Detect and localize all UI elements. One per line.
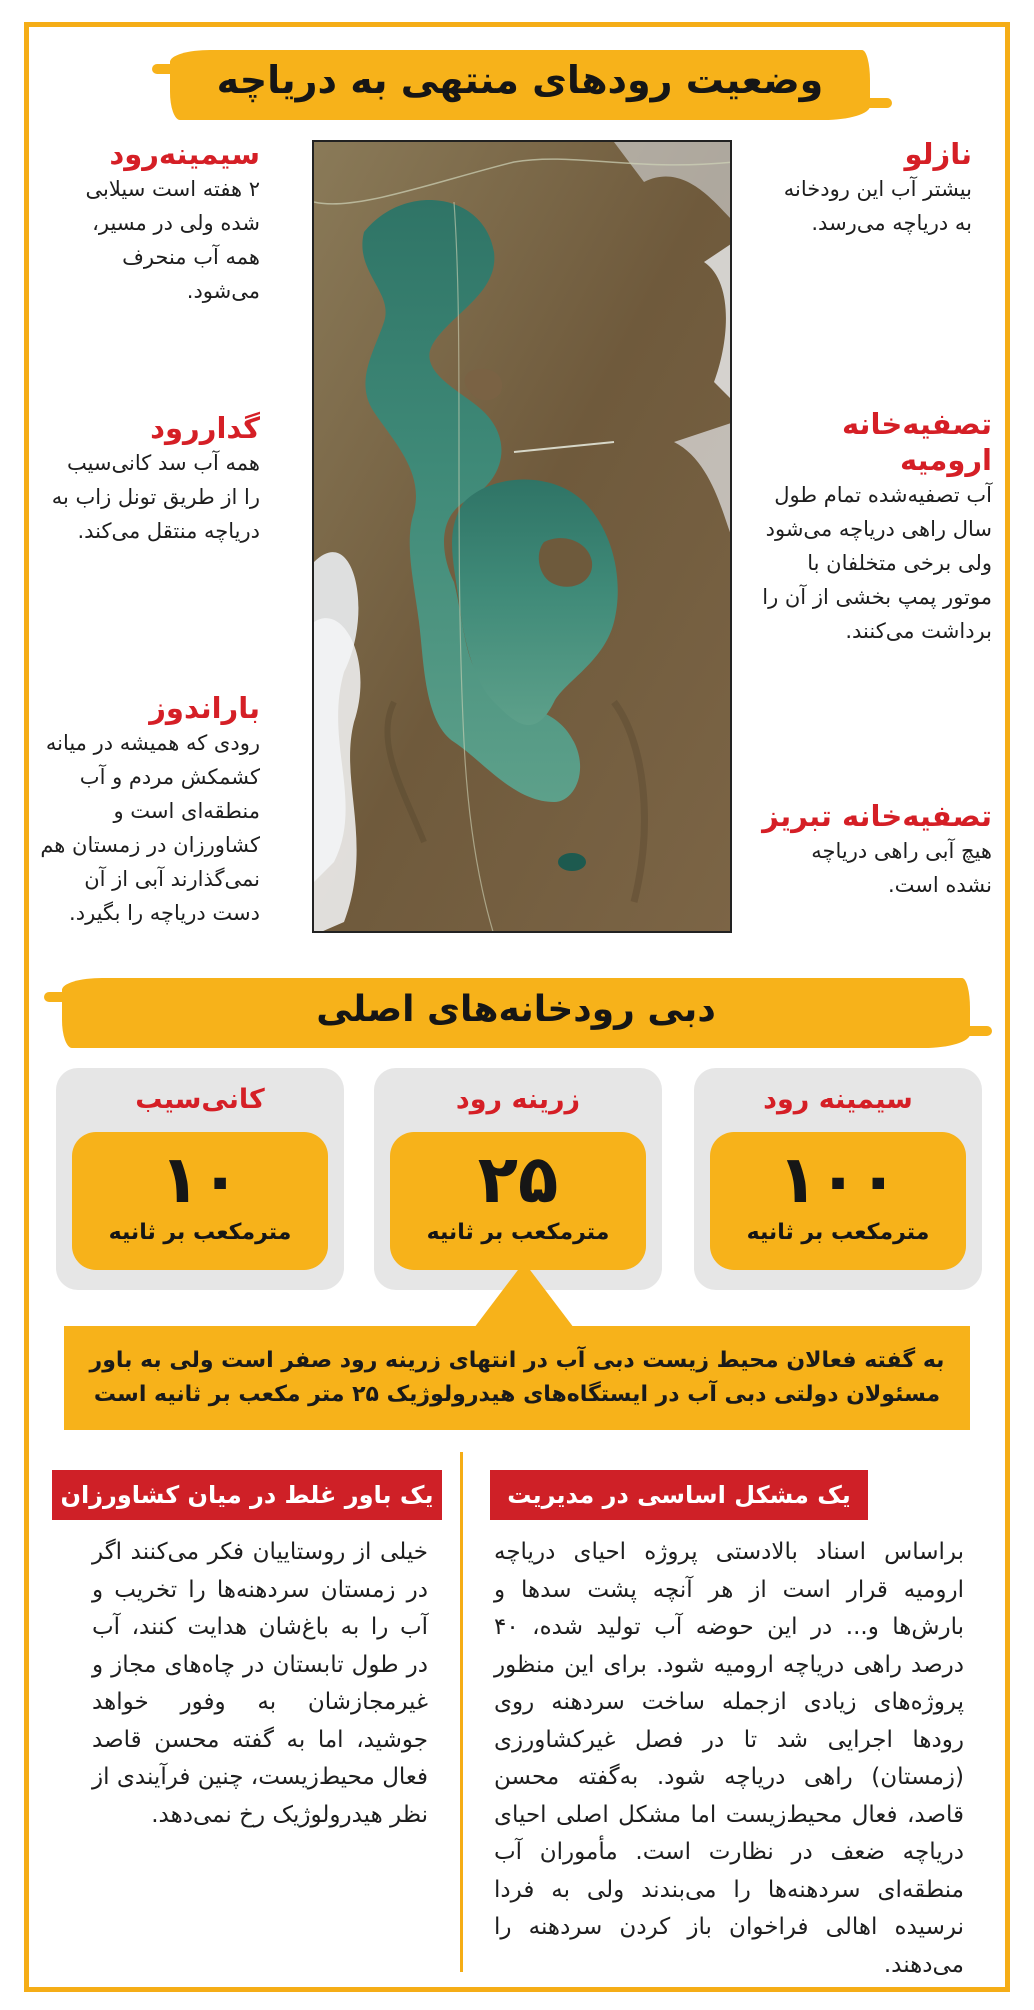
management-problem-text: براساس اسناد بالادستی پروژه احیای دریاچه ارومیه قرار است از هر آنچه پشت سدها و بارش‌ها و... در این حوضه آب تولید شده، ۴۰ درصد راهی دریاچه ارومیه شود. برای این منظور پروژه‌های زیادی ازجمله ساخت سردهنه روی رودها اجرایی شد تا در فصل غیرکشاورزی (زمستان) راهی دریاچه شود. به‌گفته محسن قاصد، فعال محیط‌زیست اما مشکل اصلی احیای دریاچه ضعف در نظارت است. مأموران آب منطقه‌ای سردهنه‌ها را می‌بندند ولی به فردا نرسیده اهالی فراخوان باز کردن سردهنه را می‌دهند. xyxy=(494,1539,964,1978)
note-title: نازلو xyxy=(904,137,972,171)
note-title: تصفیه‌خانه تبریز xyxy=(762,799,992,833)
note-text: آب تصفیه‌شده تمام طول سال راهی دریاچه می‌شود ولی برخی متخلفان با موتور پمپ بخشی از آن را برداشت می‌کنند. xyxy=(762,483,992,643)
note-gadarrud xyxy=(50,410,260,548)
discharge-card-kanisib xyxy=(56,1068,344,1290)
lake-urmia-satellite-image xyxy=(312,140,732,933)
discharge-card-siminehrud xyxy=(694,1068,982,1290)
callout-pointer xyxy=(474,1262,574,1328)
lake-map-svg xyxy=(314,142,732,933)
card-value: ۱۰ xyxy=(159,1141,241,1218)
note-text: ۲ هفته است سیلابی شده ولی در مسیر، همه آب منحرف می‌شود. xyxy=(85,177,260,303)
note-barandouz xyxy=(40,690,260,930)
note-text: هیچ آبی راهی دریاچه نشده است. xyxy=(811,839,992,897)
card-river-name: کانی‌سیب xyxy=(135,1084,265,1115)
farmers-belief-text: خیلی از روستاییان فکر می‌کنند اگر در زمستان سردهنه‌ها را تخریب و آب را به باغ‌شان هدایت کنند، آب در طول تابستان در چاه‌های مجاز و غیرمجازشان به وفور خواهد جوشید، اما به گفته محسن قاصد فعال محیط‌زیست، چنین فرآیندی از نظر هیدرولوژیک رخ نمی‌دهد. xyxy=(92,1539,428,1828)
note-urmia-treatment xyxy=(762,406,992,648)
column-divider xyxy=(460,1452,463,1972)
card-value-box xyxy=(390,1132,646,1270)
note-tabriz-treatment xyxy=(762,798,992,902)
card-river-name: زرینه رود xyxy=(455,1084,581,1115)
discharge-card-zarrinehrud xyxy=(374,1068,662,1290)
section-title-farmers-belief: یک باور غلط در میان کشاورزان xyxy=(52,1470,442,1520)
card-unit: مترمکعب بر ثانیه xyxy=(108,1220,292,1245)
card-unit: مترمکعب بر ثانیه xyxy=(426,1220,610,1245)
card-value: ۱۰۰ xyxy=(777,1141,899,1218)
callout-note: به گفته فعالان محیط زیست دبی آب در انتهای زرینه رود صفر است ولی به باور مسئولان دولتی دبی آب در ایستگاه‌های هیدرولوژیک ۲۵ متر مکعب بر ثانیه است xyxy=(64,1326,970,1430)
card-unit: مترمکعب بر ثانیه xyxy=(746,1220,930,1245)
discharge-title: دبی رودخانه‌های اصلی xyxy=(316,989,716,1030)
section-title-management-problem: یک مشکل اساسی در مدیریت xyxy=(490,1470,868,1520)
note-text: همه آب سد کانی‌سیب را از طریق تونل زاب به دریاچه منتقل می‌کند. xyxy=(51,451,260,543)
note-title: گدار‌رود xyxy=(150,411,260,445)
card-value-box xyxy=(72,1132,328,1270)
note-title: باراندوز xyxy=(149,691,260,725)
note-text: بیشتر آب این رودخانه به دریاچه می‌رسد. xyxy=(783,177,972,235)
card-value: ۲۵ xyxy=(477,1141,559,1218)
card-river-name: سیمینه رود xyxy=(763,1084,913,1115)
card-value-box xyxy=(710,1132,966,1270)
note-nazlu xyxy=(762,136,972,240)
note-title: تصفیه‌خانه ارومیه xyxy=(841,407,992,477)
note-siminehrud xyxy=(60,136,260,308)
page-title: وضعیت رودهای منتهی به دریاچه xyxy=(216,58,824,102)
note-title: سیمینه‌رود xyxy=(109,137,260,171)
note-text: رودی که همیشه در میانه کشمکش مردم و آب منطقه‌ای است و کشاورزان در زمستان هم نمی‌گذارند آبی از آن دست دریاچه را بگیرد. xyxy=(40,731,260,925)
